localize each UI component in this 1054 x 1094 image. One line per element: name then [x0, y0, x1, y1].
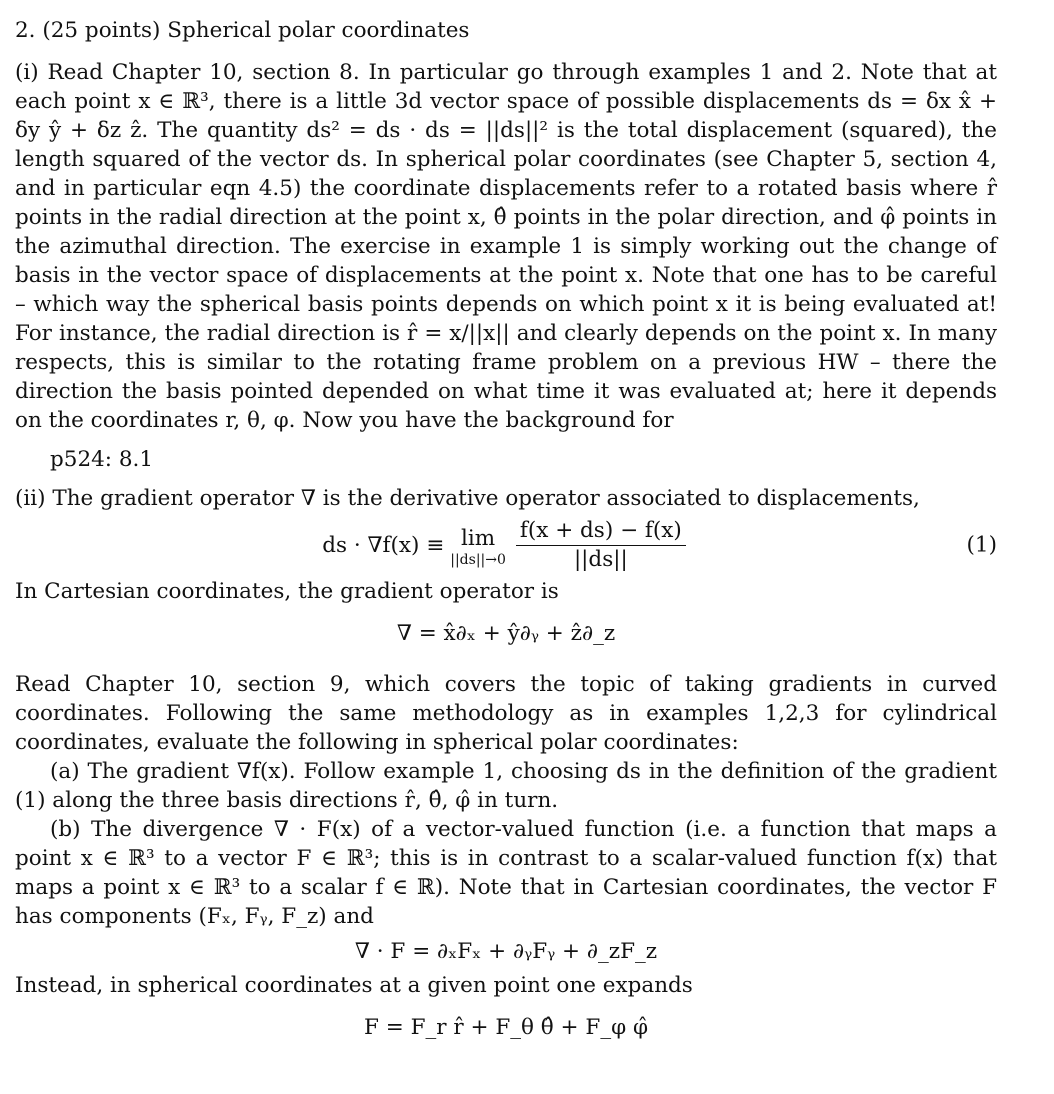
- eq1-lhs: ds · ∇f(x) ≡: [322, 532, 445, 558]
- eq1-lim-subscript: ||ds||→0: [450, 551, 506, 568]
- part-a-paragraph: (a) The gradient ∇f(x). Follow example 1, choosing ds in the definition of the gradient (1) along the three basis directions r̂, θ̂, φ̂ in turn.: [15, 759, 997, 813]
- cartesian-intro: In Cartesian coordinates, the gradient operator is: [15, 579, 559, 604]
- gradient-equation-text: ∇ = x̂∂ₓ + ŷ∂ᵧ + ẑ∂_z: [396, 620, 616, 646]
- eq1-lim-word: lim: [460, 525, 496, 551]
- vector-expansion-equation: [15, 1000, 997, 1054]
- equation-1: [15, 513, 997, 577]
- divergence-equation: [15, 931, 997, 971]
- equation-number: (1): [966, 532, 997, 558]
- instead-sentence: Instead, in spherical coordinates at a given point one expands: [15, 973, 693, 998]
- gradient-equation: [15, 606, 997, 660]
- problem-reference: p524: 8.1: [50, 447, 154, 472]
- part-i-paragraph: (i) Read Chapter 10, section 8. In particular go through examples 1 and 2. Note that at each point x ∈ ℝ³, there is a little 3d vector space of possible displacements ds = δx x̂ + δy ŷ + δz ẑ. The quantity ds² = ds · ds = ||ds||² is the total displacement (squared), the length squared of the vector ds. In spherical polar coordinates (see Chapter 5, section 4, and in particular eqn 4.5) the coordinate displacements refer to a rotated basis where r̂ points in the radial direction at the point x, θ̂ points in the polar direction, and φ̂ points in the azimuthal direction. The exercise in example 1 is simply working out the change of basis in the vector space of displacements at the point x. Note that one has to be careful – which way the spherical basis points depends on which point x it is being evaluated at! For instance, the radial direction is r̂ = x/||x|| and clearly depends on the point x. In many respects, this is similar to the rotating frame problem on a previous HW – there the direction the basis pointed depended on what time it was evaluated at; here it depends on the coordinates r, θ, φ. Now you have the background for: [15, 60, 997, 433]
- eq1-limit: [450, 524, 506, 567]
- read-chapter-10-paragraph: Read Chapter 10, section 9, which covers the topic of taking gradients in curved coordinates. Following the same methodology as in examples 1,2,3 for cylindrical coordinates, evaluate the following in spherical polar coordinates:: [15, 672, 997, 755]
- eq1-denominator: ||ds||: [573, 546, 628, 572]
- vector-expansion-text: F = F_r r̂ + F_θ θ̂ + F_φ φ̂: [363, 1014, 649, 1040]
- problem-heading: 2. (25 points) Spherical polar coordinates: [15, 18, 470, 43]
- part-ii-intro: (ii) The gradient operator ∇ is the derivative operator associated to displacements,: [15, 486, 920, 511]
- part-b-paragraph: (b) The divergence ∇ · F(x) of a vector-valued function (i.e. a function that maps a point x ∈ ℝ³ to a vector F ∈ ℝ³; this is in contrast to a scalar-valued function f(x) that maps a point x ∈ ℝ³ to a scalar f ∈ ℝ). Note that in Cartesian coordinates, the vector F has components (Fₓ, Fᵧ, F_z) and: [15, 817, 997, 929]
- eq1-fraction: [516, 518, 686, 573]
- eq1-numerator: f(x + ds) − f(x): [516, 518, 686, 546]
- divergence-equation-text: ∇ · F = ∂ₓFₓ + ∂ᵧFᵧ + ∂_zF_z: [354, 938, 658, 964]
- problem-page: [15, 16, 997, 1054]
